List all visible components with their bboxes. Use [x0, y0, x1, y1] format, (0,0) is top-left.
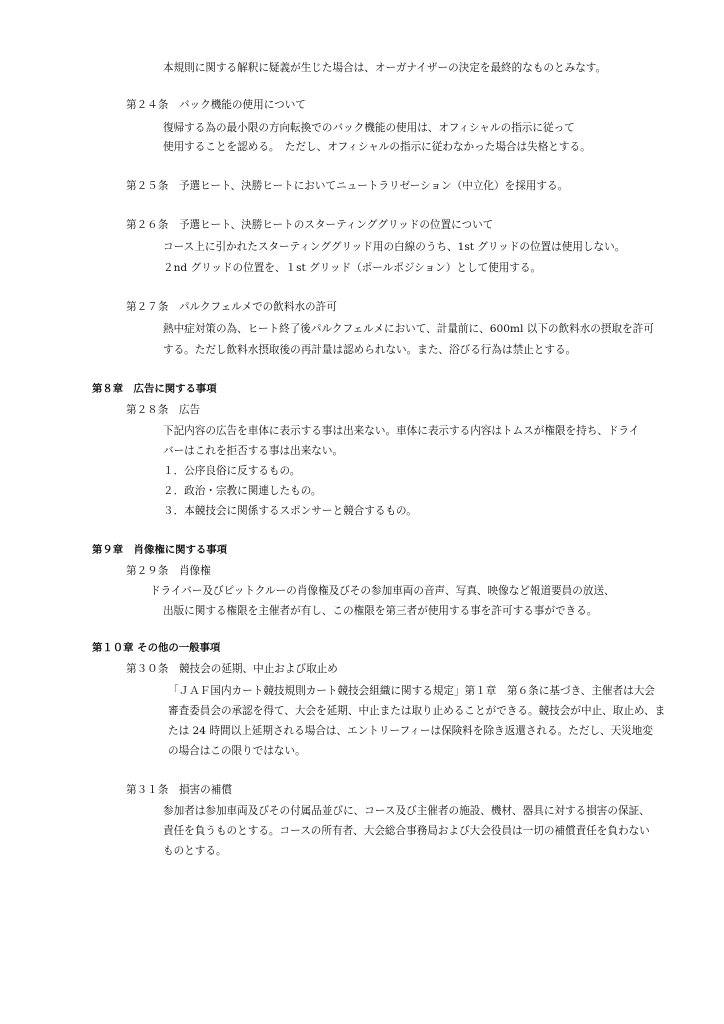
- article-29-line: ドライバー及びピットクルーの肖像権及びその参加車両の音声、写真、映像など報道要員の放送、: [150, 585, 615, 597]
- article-30-line: たは 24 時間以上延期される場合は、エントリーフィーは保険料を除き返還される。ただし、天災地変: [168, 725, 653, 737]
- article-29-title: 第２９条 肖像権: [126, 565, 211, 577]
- article-31-line: 参加者は参加車両及びその付属品並びに、コース及び主催者の施設、機材、器具に対する損害の保証、: [163, 805, 650, 817]
- article-24-line: 使用することを認める。 ただし、オフィシャルの指示に従わなかった場合は失格とする。: [163, 141, 591, 153]
- article-28-line: バーはこれを拒否する事は出来ない。: [163, 445, 344, 457]
- article-31-line: 責任を負うものとする。コースの所有者、大会総合事務局および大会役員は一切の補償責任を負わない: [163, 825, 650, 837]
- article-28-list-item: １．公序良俗に反するもの。: [163, 465, 301, 477]
- article-28-line: 下記内容の広告を車体に表示する事は出来ない。車体に表示する内容はトムスが権限を持ち、ドライ: [163, 425, 640, 437]
- article-24-title: 第２４条 バック機能の使用について: [126, 99, 306, 111]
- chapter-10-title: 第１０章 その他の一般事項: [92, 642, 221, 654]
- chapter-9-title: 第９章 肖像権に関する事項: [92, 544, 228, 556]
- article-29-line: 出版に関する権限を主催者が有し、この権限を第三者が使用する事を許可する事ができる。: [163, 605, 598, 617]
- article-27-line: する。ただし飲料水摂取後の再計量は認められない。また、浴びる行為は禁止とする。: [163, 344, 577, 356]
- article-26-line: ２nd グリッドの位置を、１st グリッド（ポールポジション）として使用する。: [163, 262, 542, 274]
- article-30-line: 「ＪＡＦ国内カート競技規則カート競技会組織に関する規定」第１章 第６条に基づき、主催者は大会: [168, 685, 655, 697]
- article-26-title: 第２６条 予選ヒート、決勝ヒートのスターティンググリッドの位置について: [126, 219, 494, 231]
- intro-text: 本規則に関する解釈に疑義が生じた場合は、オーガナイザーの決定を最終的なものとみなす。: [163, 62, 607, 74]
- article-31-line: ものとする。: [163, 845, 227, 857]
- article-30-line: 審査委員会の承認を得て、大会を延期、中止または取り止めることができる。競技会が中止、取止め、ま: [168, 705, 666, 717]
- article-30-line: の場合はこの限りではない。: [168, 745, 306, 757]
- article-25-title: 第２５条 予選ヒート、決勝ヒートにおいてニュートラリゼーション（中立化）を採用する。: [126, 180, 569, 192]
- article-27-title: 第２７条 パルクフェルメでの飲料水の許可: [126, 301, 337, 313]
- article-30-title: 第３０条 競技会の延期、中止および取止め: [126, 663, 338, 675]
- article-28-title: 第２８条 広告: [126, 404, 201, 416]
- article-28-list-item: ２．政治・宗教に関連したもの。: [163, 485, 322, 497]
- article-24-line: 復帰する為の最小限の方向転換でのバック機能の使用は、オフィシャルの指示に従って: [163, 122, 575, 134]
- article-26-line: コース上に引かれたスターティンググリッド用の白線のうち、1st グリッドの位置は使用しない。: [163, 241, 626, 253]
- article-27-line: 熱中症対策の為、ヒート終了後パルクフェルメにおいて、計量前に、600ml 以下の飲料水の摂取を許可: [163, 323, 654, 335]
- article-28-list-item: ３．本競技会に関係するスポンサーと競合するもの。: [163, 505, 417, 517]
- article-31-title: 第３１条 損害の補償: [126, 784, 232, 796]
- chapter-8-title: 第８章 広告に関する事項: [92, 383, 217, 395]
